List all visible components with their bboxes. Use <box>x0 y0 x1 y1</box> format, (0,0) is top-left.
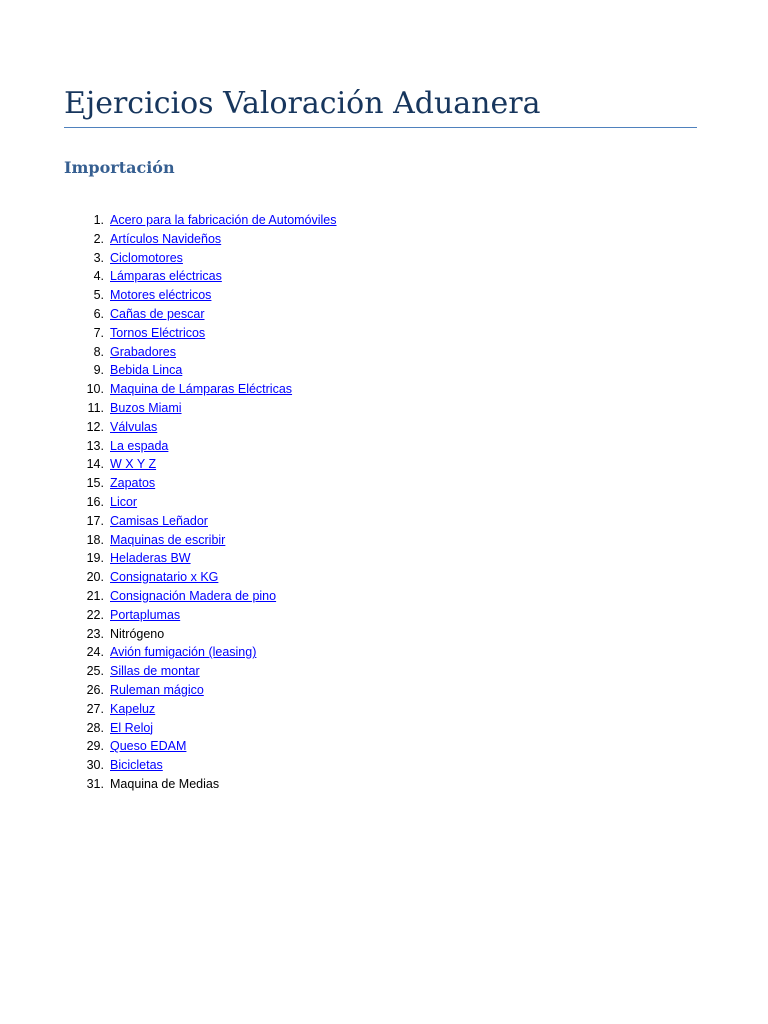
exercise-link[interactable]: W X Y Z <box>110 457 157 472</box>
list-item-number: 16. <box>86 494 104 509</box>
exercise-link[interactable]: Licor <box>110 494 138 509</box>
exercise-link[interactable]: Kapeluz <box>110 701 156 716</box>
exercise-link[interactable]: Tornos Eléctricos <box>110 325 206 340</box>
exercise-link[interactable]: Consignatario x KG <box>110 570 219 585</box>
list-item-number: 1. <box>93 213 104 227</box>
list-item-number: 12. <box>86 419 104 434</box>
list-item-number: 25. <box>86 664 104 679</box>
exercise-link[interactable]: Maquina de Lámparas Eléctricas <box>110 382 293 397</box>
list-item-number: 9. <box>93 363 104 378</box>
exercise-link[interactable]: Sillas de montar <box>110 664 200 679</box>
exercise-link[interactable]: Cañas de pescar <box>110 306 205 321</box>
list-item-number: 6. <box>93 306 104 321</box>
list-item-number: 7. <box>93 325 104 340</box>
list-item-number: 15. <box>86 476 104 491</box>
exercise-link[interactable]: Bicicletas <box>110 758 163 773</box>
exercise-link[interactable]: Heladeras BW <box>110 551 191 566</box>
exercise-link[interactable]: Consignación Madera de pino <box>110 588 277 603</box>
exercise-link[interactable]: Portaplumas <box>110 607 181 622</box>
list-item-number: 2. <box>93 231 104 246</box>
list-item-number: 3. <box>93 250 104 265</box>
exercise-link[interactable]: El Reloj <box>110 720 154 735</box>
exercise-link[interactable]: Bebida Linca <box>110 363 183 378</box>
exercise-link[interactable]: Buzos Miami <box>110 400 182 415</box>
list-item-number: 27. <box>86 701 104 716</box>
section-heading: Importación <box>64 158 175 177</box>
list-item-number: 26. <box>86 682 104 697</box>
document-title: Ejercicios Valoración Aduanera <box>64 86 541 121</box>
list-item-number: 18. <box>86 532 104 547</box>
list-item-number: 4. <box>93 269 104 284</box>
exercise-link[interactable]: Avión fumigación (leasing) <box>110 645 257 660</box>
exercise-link[interactable]: Grabadores <box>110 344 177 359</box>
list-item-number: 28. <box>86 720 104 735</box>
exercise-link[interactable]: La espada <box>110 438 169 453</box>
list-item-number: 29. <box>86 739 104 754</box>
list-item-number: 20. <box>86 570 104 585</box>
exercise-link[interactable]: Válvulas <box>110 419 158 434</box>
list-item-number: 13. <box>86 438 104 453</box>
list-item-number: 31. <box>86 776 104 791</box>
exercise-label: Nitrógeno <box>110 626 165 641</box>
list-item-number: 10. <box>86 382 104 397</box>
exercise-link[interactable]: Ruleman mágico <box>110 682 204 697</box>
list-item-number: 14. <box>86 457 104 472</box>
list-item-number: 23. <box>86 626 104 641</box>
list-item-number: 30. <box>86 758 104 773</box>
exercise-link[interactable]: Acero para la fabricación de Automóviles <box>110 213 337 227</box>
exercise-link[interactable]: Ciclomotores <box>110 250 183 265</box>
exercise-link[interactable]: Artículos Navideños <box>110 231 222 246</box>
list-item-number: 21. <box>86 588 104 603</box>
exercise-link[interactable]: Zapatos <box>110 476 156 491</box>
exercise-label: Maquina de Medias <box>110 776 220 791</box>
list-item-number: 17. <box>86 513 104 528</box>
exercise-link[interactable]: Queso EDAM <box>110 739 187 754</box>
exercise-link[interactable]: Maquinas de escribir <box>110 532 226 547</box>
exercise-link[interactable]: Camisas Leñador <box>110 513 208 528</box>
exercise-link[interactable]: Lámparas eléctricas <box>110 269 222 284</box>
list-item-number: 22. <box>86 607 104 622</box>
list-item-number: 5. <box>93 288 104 303</box>
list-item-number: 19. <box>86 551 104 566</box>
list-item-number: 8. <box>93 344 104 359</box>
title-underline-rule <box>64 127 697 128</box>
list-item-number: 11. <box>87 400 104 415</box>
exercise-link[interactable]: Motores eléctricos <box>110 288 212 303</box>
list-item-number: 24. <box>86 645 104 660</box>
